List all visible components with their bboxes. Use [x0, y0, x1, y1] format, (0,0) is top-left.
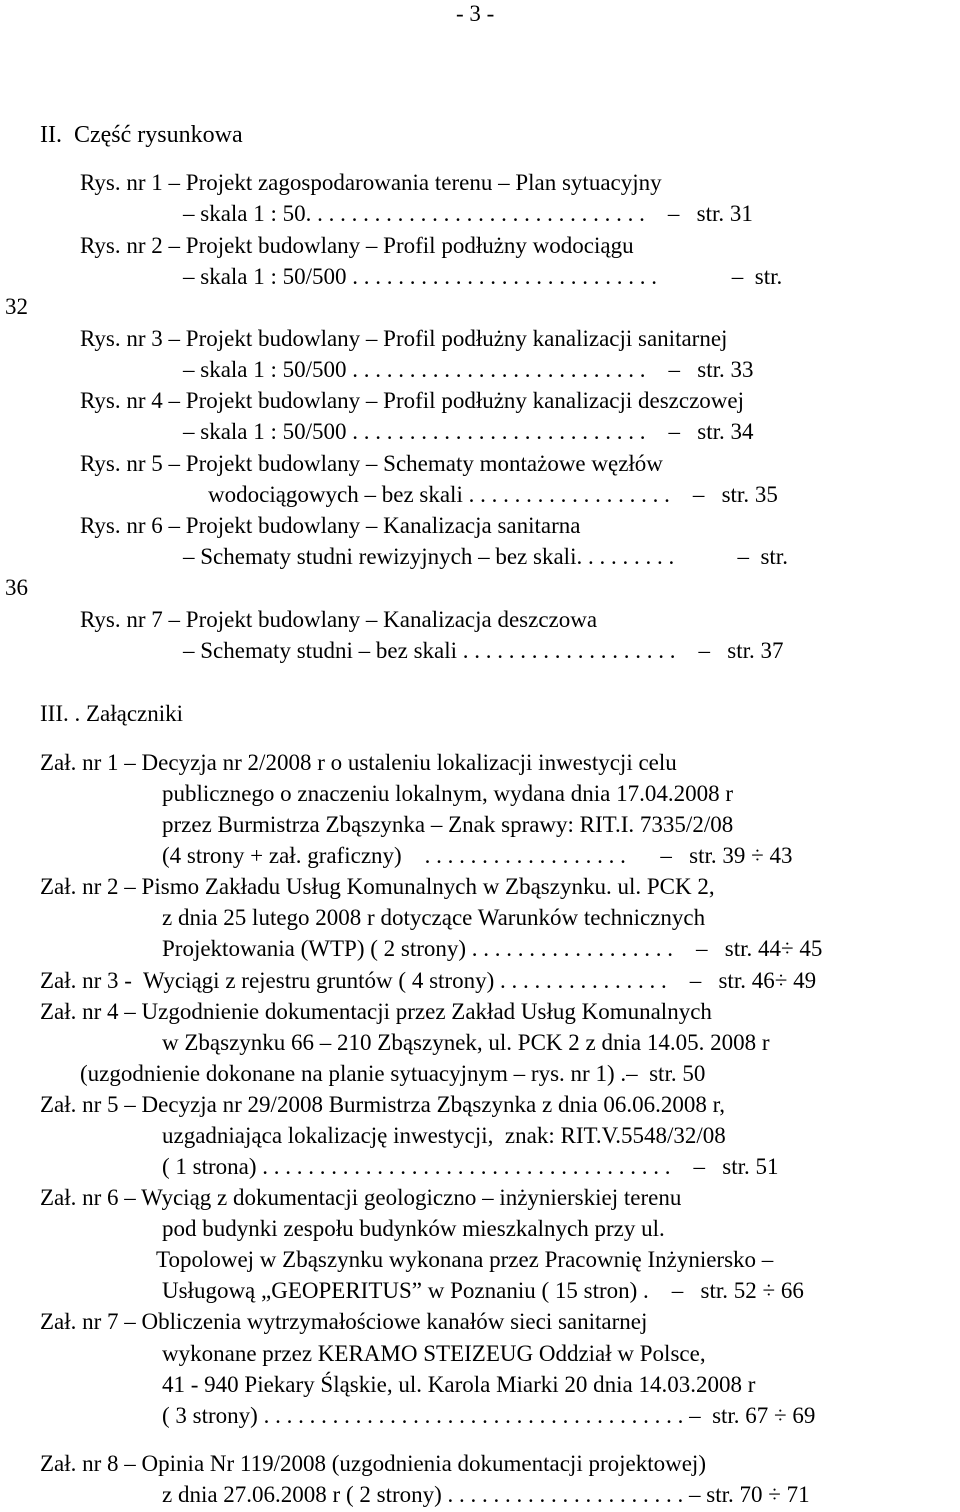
attachment-1-line-3: przez Burmistrza Zbąszynka – Znak sprawy: RIT.I. 7335/2/08 [162, 812, 734, 837]
attachment-5-line-1: Zał. nr 5 – Decyzja nr 29/2008 Burmistrza Zbąszynka z dnia 06.06.2008 r, [40, 1092, 726, 1117]
attachment-6-line-3: Topolowej w Zbąszynku wykonana przez Pracownię Inżyniersko – [156, 1247, 774, 1272]
drawing-6-title: Rys. nr 6 – Projekt budowlany – Kanalizacja sanitarna [80, 513, 581, 538]
drawing-6-scale: – Schematy studni rewizyjnych – bez skali. . . . . . . . . – str. [183, 544, 788, 569]
attachment-1-line-1: Zał. nr 1 – Decyzja nr 2/2008 r o ustaleniu lokalizacji inwestycji celu [40, 750, 677, 775]
attachment-7-line-4: ( 3 strony) . . . . . . . . . . . . . . . . . . . . . . . . . . . . . . . . . . . . . – str. 67 ÷ 69 [162, 1403, 816, 1428]
drawing-2-scale: – skala 1 : 50/500 . . . . . . . . . . . . . . . . . . . . . . . . . . . – str. [183, 264, 783, 289]
attachment-8-line-1: Zał. nr 8 – Opinia Nr 119/2008 (uzgodnienia dokumentacji projektowej) [40, 1451, 706, 1476]
drawing-3-title: Rys. nr 3 – Projekt budowlany – Profil podłużny kanalizacji sanitarnej [80, 326, 728, 351]
attachment-8-line-2: z dnia 27.06.2008 r ( 2 strony) . . . . . . . . . . . . . . . . . . . . . – str. 70 ÷ 71 [162, 1482, 810, 1507]
attachment-5-line-2: uzgadniająca lokalizację inwestycji, znak: RIT.V.5548/32/08 [162, 1123, 726, 1148]
attachment-6-line-4: Usługową „GEOPERITUS” w Poznaniu ( 15 stron) . – str. 52 ÷ 66 [162, 1278, 804, 1303]
attachment-4-line-1: Zał. nr 4 – Uzgodnienie dokumentacji przez Zakład Usług Komunalnych [40, 999, 712, 1024]
attachment-1-line-2: publicznego o znaczeniu lokalnym, wydana dnia 17.04.2008 r [162, 781, 734, 806]
attachment-3-line-1: Zał. nr 3 - Wyciągi z rejestru gruntów ( 4 strony) . . . . . . . . . . . . . . . – str. 46÷ 49 [40, 968, 817, 993]
attachment-7-line-1: Zał. nr 7 – Obliczenia wytrzymałościowe kanałów sieci sanitarnej [40, 1309, 648, 1334]
drawing-3-scale: – skala 1 : 50/500 . . . . . . . . . . . . . . . . . . . . . . . . . . – str. 33 [183, 357, 754, 382]
attachment-6-line-2: pod budynki zespołu budynków mieszkalnych przy ul. [162, 1216, 665, 1241]
margin-number-32: 32 [5, 294, 28, 319]
attachment-2-line-2: z dnia 25 lutego 2008 r dotyczące Warunków technicznych [162, 905, 706, 930]
attachment-4-line-3: (uzgodnienie dokonane na planie sytuacyjnym – rys. nr 1) .– str. 50 [80, 1061, 706, 1086]
attachment-6-line-1: Zał. nr 6 – Wyciąg z dokumentacji geologiczno – inżynierskiej terenu [40, 1185, 682, 1210]
drawing-4-title: Rys. nr 4 – Projekt budowlany – Profil podłużny kanalizacji deszczowej [80, 388, 745, 413]
page-number: - 3 - [456, 1, 495, 26]
drawing-1-title: Rys. nr 1 – Projekt zagospodarowania terenu – Plan sytuacyjny [80, 170, 662, 195]
attachment-5-line-3: ( 1 strona) . . . . . . . . . . . . . . . . . . . . . . . . . . . . . . . . . . . . – str. 51 [162, 1154, 779, 1179]
attachment-2-line-1: Zał. nr 2 – Pismo Zakładu Usług Komunalnych w Zbąszynku. ul. PCK 2, [40, 874, 715, 899]
section-iii-heading: III. . Załączniki [40, 701, 184, 726]
drawing-5-scale: wodociągowych – bez skali . . . . . . . . . . . . . . . . . . – str. 35 [208, 482, 778, 507]
drawing-4-scale: – skala 1 : 50/500 . . . . . . . . . . . . . . . . . . . . . . . . . . – str. 34 [183, 419, 754, 444]
drawing-1-scale: – skala 1 : 50. . . . . . . . . . . . . . . . . . . . . . . . . . . . . . – str. 31 [183, 201, 753, 226]
drawing-5-title: Rys. nr 5 – Projekt budowlany – Schematy montażowe węzłów [80, 451, 663, 476]
drawing-7-scale: – Schematy studni – bez skali . . . . . . . . . . . . . . . . . . . – str. 37 [183, 638, 784, 663]
attachment-2-line-3: Projektowania (WTP) ( 2 strony) . . . . . . . . . . . . . . . . . . – str. 44÷ 45 [162, 936, 823, 961]
attachment-4-line-2: w Zbąszynku 66 – 210 Zbąszynek, ul. PCK 2 z dnia 14.05. 2008 r [162, 1030, 770, 1055]
drawing-7-title: Rys. nr 7 – Projekt budowlany – Kanalizacja deszczowa [80, 607, 598, 632]
attachment-7-line-3: 41 - 940 Piekary Śląskie, ul. Karola Miarki 20 dnia 14.03.2008 r [162, 1372, 756, 1397]
margin-number-36: 36 [5, 575, 28, 600]
attachment-1-line-4: (4 strony + zał. graficzny) . . . . . . . . . . . . . . . . . . – str. 39 ÷ 43 [162, 843, 793, 868]
drawing-2-title: Rys. nr 2 – Projekt budowlany – Profil podłużny wodociągu [80, 233, 634, 258]
attachment-7-line-2: wykonane przez KERAMO STEIZEUG Oddział w Polsce, [162, 1341, 706, 1366]
section-ii-heading: II. Część rysunkowa [40, 122, 243, 148]
